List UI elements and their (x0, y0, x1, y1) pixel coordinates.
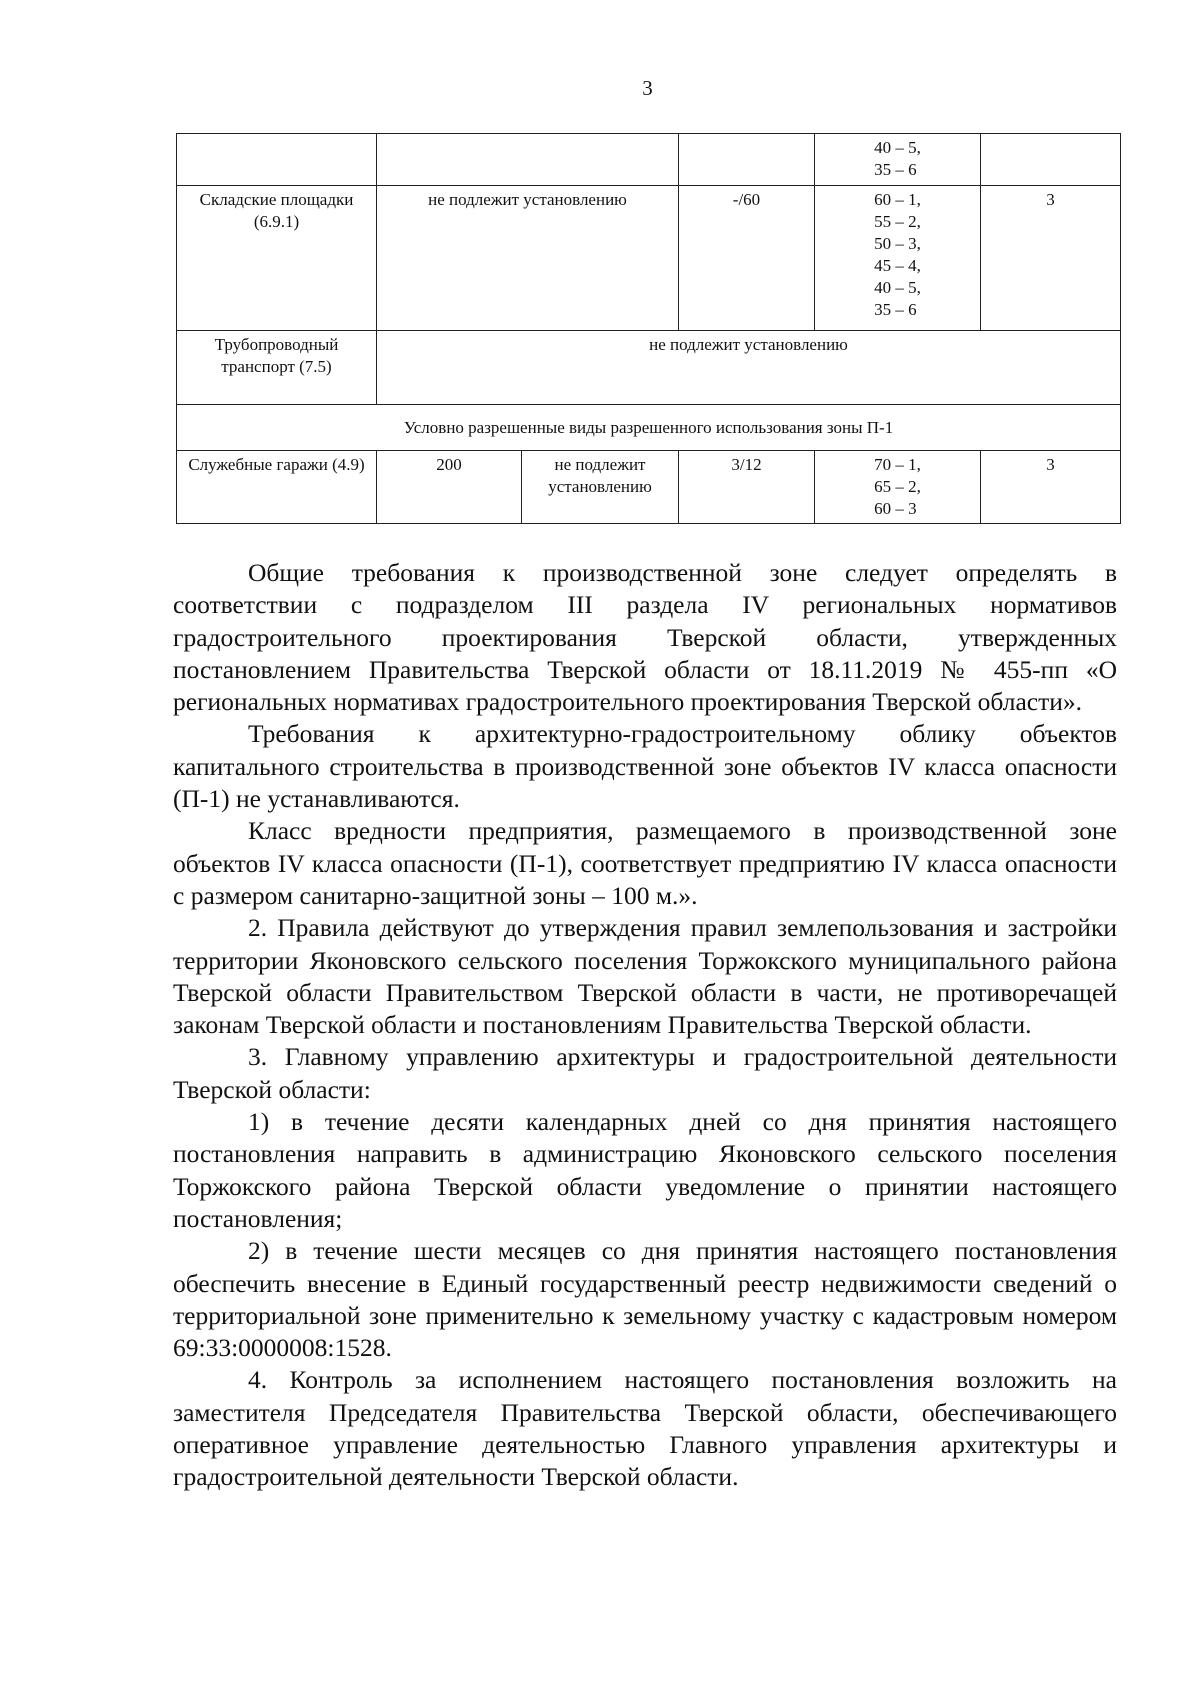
table-row (177, 186, 1121, 331)
list-item: 35 – 6 (874, 300, 917, 319)
table-cell (815, 134, 981, 186)
use-type-name: Складские площадки (6.9.1) (177, 186, 377, 331)
table-row (177, 134, 1121, 186)
table-cell: 3/12 (679, 451, 815, 524)
paragraph: 4. Контроль за исполнением настоящего постановления возложить на заместителя Председателя Правительства Тверской области, обеспечивающего оперативное управление деятельностью Главного управления архитектуры и градостроительной деятельности Тверской области. (173, 1365, 1117, 1492)
paragraph: Класс вредности предприятия, размещаемого в производственной зоне объектов IV класса опасности (П-1), соответствует предприятию IV класса опасности с размером санитарно-защитной зоны – 100 м.». (173, 816, 1117, 910)
table-cell (177, 134, 377, 186)
paragraph: 3. Главному управлению архитектуры и градостроительной деятельности Тверской области: (173, 1042, 1117, 1104)
list-item: 60 – 1, (874, 190, 921, 209)
use-type-name: Служебные гаражи (4.9) (177, 451, 377, 524)
list-item: 55 – 2, (874, 212, 921, 231)
use-type-name: Трубопроводный транспорт (7.5) (177, 331, 377, 405)
page-number: 3 (642, 76, 653, 100)
document-body (173, 557, 1117, 1494)
table-cell: не подлежит установлению (522, 451, 679, 524)
list-item: 65 – 2, (874, 477, 921, 496)
table-row (177, 331, 1121, 405)
value-list (874, 454, 921, 520)
paragraph: Требования к архитектурно-градостроительному облику объектов капитального строительства в производственной зоне объектов IV класса опасности (П-1) не устанавливаются. (173, 719, 1117, 814)
table-cell (815, 451, 981, 524)
table-cell: не подлежит установлению (377, 331, 1121, 405)
table-cell (377, 134, 679, 186)
table-row (177, 405, 1121, 451)
paragraph: Общие требования к производственной зоне следует определять в соответствии с подразделом III раздела IV региональных нормативов градостроительного проектирования Тверской области, утвержденных постановлением Правительства Тверской области от 18.11.2019 № 455-пп «О региональных нормативах градостроительного проектирования Тверской области». (173, 558, 1117, 717)
list-item: 45 – 4, (874, 256, 921, 275)
table-row (177, 451, 1121, 524)
paragraph: 2. Правила действуют до утверждения правил землепользования и застройки территории Яконовского сельского поселения Торжокского муниципального района Тверской области Правительством Тверской области в части, не противоречащей законам Тверской области и постановлениям Правительства Тверской области. (173, 913, 1117, 1040)
list-item: 70 – 1, (874, 455, 921, 474)
table-cell: 3 (981, 186, 1121, 331)
list-item: 60 – 3 (874, 499, 917, 518)
list-item: 35 – 6 (874, 160, 917, 179)
list-item: 50 – 3, (874, 234, 921, 253)
paragraph: 1) в течение десяти календарных дней со дня принятия настоящего постановления направить в администрацию Яконовского сельского поселения Торжокского района Тверской области уведомление о принятии настоящего постановления; (173, 1107, 1117, 1233)
value-list (874, 189, 921, 321)
table-cell: -/60 (679, 186, 815, 331)
paragraph: 2) в течение шести месяцев со дня принятия настоящего постановления обеспечить внесение в Единый государственный реестр недвижимости сведений о территориальной зоне применительно к земельному участку с кадастровым номером 69:33:0000008:1528. (173, 1236, 1117, 1363)
table-cell (981, 134, 1121, 186)
list-item: 40 – 5, (874, 278, 921, 297)
table-cell (815, 186, 981, 331)
table-cell (679, 134, 815, 186)
value-list (874, 137, 921, 181)
section-header: Условно разрешенные виды разрешенного использования зоны П-1 (177, 405, 1121, 451)
table-cell: 200 (377, 451, 522, 524)
table-cell: 3 (981, 451, 1121, 524)
regulations-table (176, 133, 1121, 524)
table-cell: не подлежит установлению (377, 186, 679, 331)
list-item: 40 – 5, (874, 138, 921, 157)
